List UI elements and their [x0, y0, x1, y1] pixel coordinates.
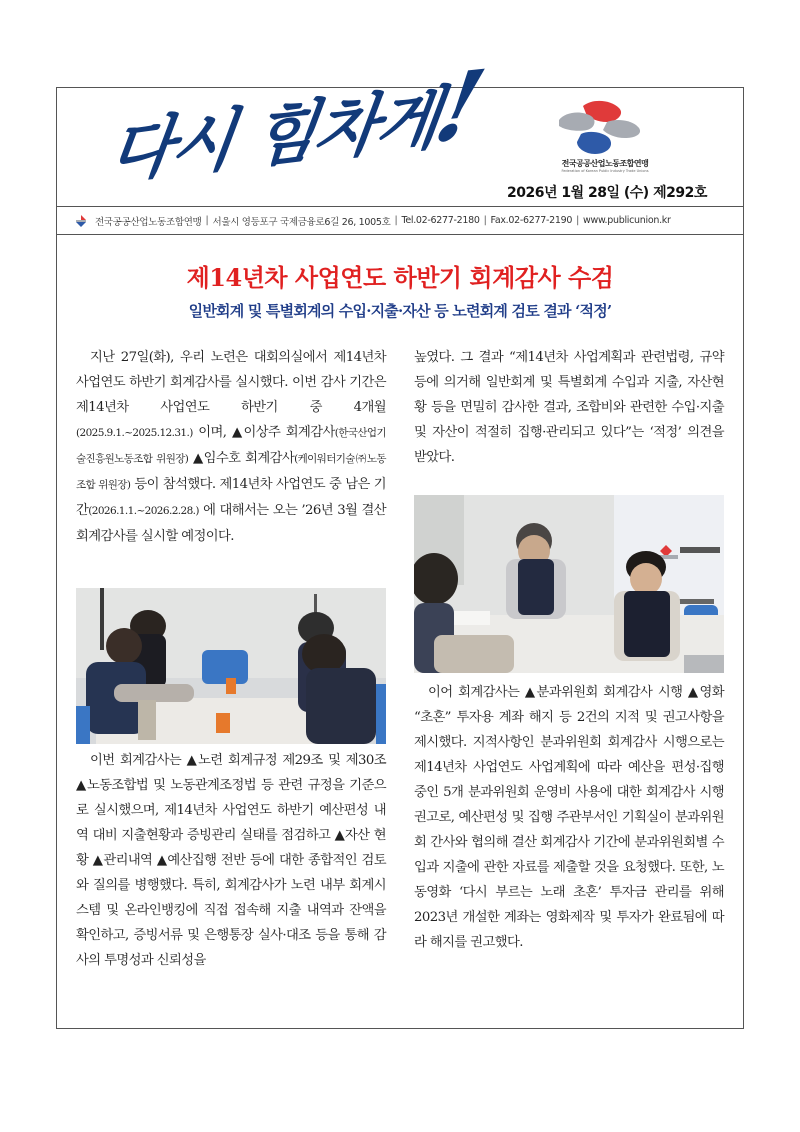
contact-info-bar	[57, 207, 743, 235]
issue-date-number: 2026년 1월 28일 (수) 제292호	[507, 185, 707, 201]
photo-illustration	[76, 588, 386, 744]
article-column-right-bottom	[414, 680, 724, 955]
article-column-right-top	[414, 345, 724, 470]
text-run: 이며, ▲이상주 회계감사	[192, 425, 335, 440]
org-name-english: Federation of Korean Public Industry Trade Unions	[561, 169, 649, 173]
paragraph-2: 이번 회계감사는 ▲노련 회계규정 제29조 및 제30조 ▲노동조합법 및 노동관계조정법 등 관련 규정을 기준으로 실시했으며, 제14년차 사업연도 하반기 예산편성 내역 대비 지출현황과 증빙관리 실태를 점검하고 ▲자산 현황 ▲관리내역 ▲예산집행 전반 등에 대한 종합적인 검토와 질의를 병행했다. 특히, 회계감사가 노련 내부 회계시스템 및 온라인뱅킹에 직접 접속해 지출 내역과 잔액을 확인하고, 증빙서류 및 은행통장 실사·대조 등을 통해 감사의 투명성과 신뢰성을	[76, 753, 386, 968]
article-column-left-bottom	[76, 748, 386, 973]
article-column-left-top	[76, 345, 386, 549]
masthead-title	[104, 48, 494, 193]
text-run: (2025.9.1.~2025.12.31.)	[76, 427, 193, 439]
text-run: 등이 참석했다. 제14년차 사업연도 중 남은 기간	[76, 477, 386, 518]
separator: |	[576, 215, 580, 226]
paragraph-3: 높였다. 그 결과 “제14년차 사업계획과 관련법령, 규약 등에 의거해 일반회계 및 특별회계 수입과 지출, 자산현황 등을 면밀히 감사한 결과, 조합비와 관련한 수입·지출 및 자산이 적절히 집행·관리되고 있다”는 ‘적정’ 의견을 받았다.	[414, 350, 724, 465]
infobar-tel: Tel.02-6277-2180	[401, 215, 480, 226]
infobar-fax: Fax.02-6277-2190	[490, 215, 573, 226]
text-run: (케이워터기술㈜노동조합 위원장)	[76, 453, 386, 491]
photo-illustration	[414, 495, 724, 673]
separator: |	[483, 215, 487, 226]
separator: |	[394, 215, 398, 226]
text-run: (2026.1.1.~2026.2.28.)	[88, 505, 199, 517]
newsletter-page	[56, 48, 744, 1029]
org-diamond-icon	[75, 215, 87, 227]
separator: |	[205, 215, 209, 226]
article-subheadline: 일반회계 및 특별회계의 수입·지출·자산 등 노련회계 검토 결과 ‘적정’	[188, 302, 612, 320]
paragraph-1	[76, 345, 386, 549]
masthead-title-mark: !	[424, 48, 494, 165]
text-run: ▲임수호 회계감사	[188, 451, 295, 466]
masthead-title-text: 다시 힘차게	[104, 77, 444, 193]
text-run: 지난 27일(화), 우리 노련은 대회의실에서 제14년차 사업연도 하반기 회계감사를 실시했다. 이번 감사 기간은 제14년차 사업연도 하반기 중 4개월	[76, 350, 386, 415]
infobar-org: 전국공공산업노동조합연맹	[95, 216, 202, 228]
article-headline: 제14년차 사업연도 하반기 회계감사 수검	[186, 263, 614, 292]
infobar-website-link[interactable]: www.publicunion.kr	[583, 215, 671, 226]
federation-emblem-icon	[545, 98, 655, 158]
text-run: 에 대해서는 오는 ’26년 3월 결산 회계감사를 실시할 예정이다.	[76, 503, 386, 544]
paragraph-4: 이어 회계감사는 ▲분과위원회 회계감사 시행 ▲영화 “초혼” 투자용 계좌 해지 등 2건의 지적 및 권고사항을 제시했다. 지적사항인 분과위원회 회계감사 시행으로는 제14년차 사업연도 사업계획에 따라 예산을 편성·집행 중인 5개 분과위원회 운영비 사용에 대한 회계감사 시행 권고로, 예산편성 및 집행 주관부서인 기획실이 분과위원회 간사와 협의해 결산 회계감사 기간에 분과위원회별 수입과 지출에 관한 자료를 제출할 것을 요청했다. 또한, 노동영화 ‘다시 부르는 노래 초혼’ 투자금 관리를 위해 2023년 개설한 계좌는 영화제작 및 투자가 완료됨에 따라 해지를 권고했다.	[414, 685, 724, 950]
audit-meeting-photo-2	[414, 495, 724, 673]
text-run: (한국산업기술진흥원노동조합 위원장)	[76, 427, 386, 465]
org-name-korean: 전국공공산업노동조합연맹	[561, 159, 649, 168]
audit-meeting-photo-1	[76, 588, 386, 744]
infobar-address: 서울시 영등포구 국제금융로6길 26, 1005호	[212, 216, 391, 228]
masthead	[57, 48, 743, 207]
